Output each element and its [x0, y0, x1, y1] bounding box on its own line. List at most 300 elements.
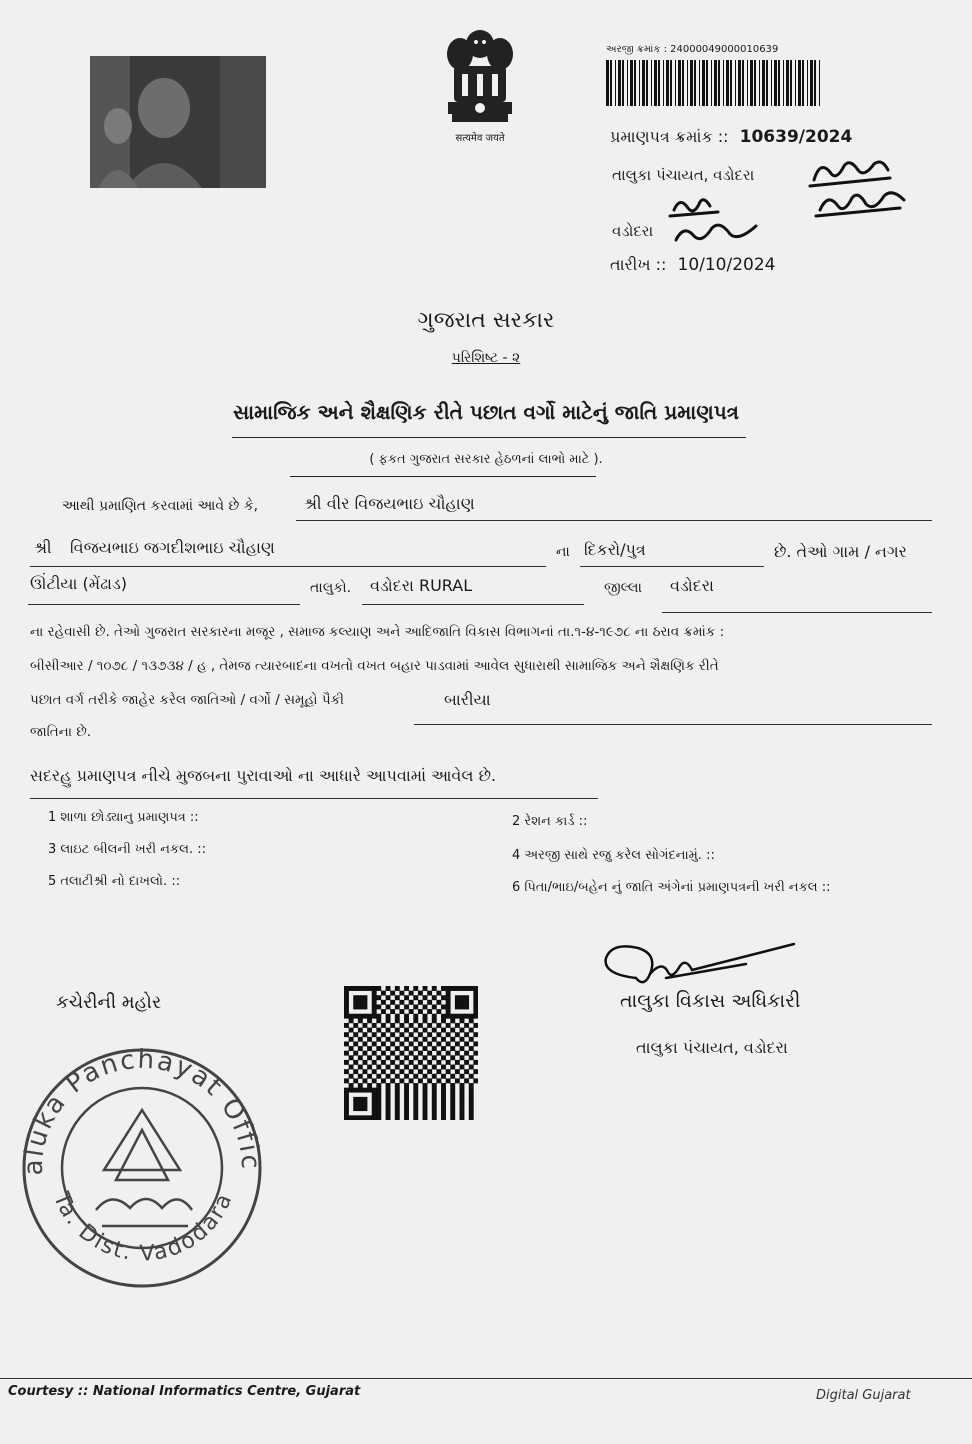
qr-module [441, 1065, 446, 1070]
qr-module [413, 1055, 418, 1060]
barcode-bar [786, 60, 789, 106]
qr-module [427, 1041, 432, 1046]
qr-module [460, 995, 465, 1000]
certificate-number-row [610, 127, 852, 147]
qr-module [469, 1097, 474, 1102]
qr-module [413, 1083, 418, 1088]
qr-module [349, 986, 354, 991]
qr-module [473, 1060, 478, 1065]
barcode-bar [622, 60, 624, 106]
qr-module [460, 1028, 465, 1033]
qr-module [464, 1032, 469, 1037]
qr-module [413, 1088, 418, 1093]
barcode-bar [783, 60, 784, 106]
qr-module [358, 1000, 363, 1005]
qr-module [423, 1102, 428, 1107]
qr-module [353, 1041, 358, 1046]
district-line [662, 612, 932, 613]
qr-module [450, 1046, 455, 1051]
qr-module [413, 1106, 418, 1111]
barcode-bar [814, 60, 816, 106]
qr-module [409, 1051, 414, 1056]
evidence-item: 1 શાળા છોડ્યાનુ પ્રમાણપત્ર :: [48, 810, 199, 825]
qr-module [362, 1041, 367, 1046]
district: વડોદરા [670, 576, 714, 595]
qr-module [372, 1102, 377, 1107]
qr-code [344, 986, 478, 1120]
qr-module [404, 1102, 409, 1107]
qr-module [473, 1023, 478, 1028]
evidence-item: 3 લાઇટ બીલની ખરી નકલ. :: [48, 842, 206, 857]
evidence-heading-underline [30, 798, 598, 799]
qr-module [395, 1111, 400, 1116]
qr-module [418, 1009, 423, 1014]
qr-module [469, 1106, 474, 1111]
qr-module [362, 1060, 367, 1065]
qr-module [390, 1069, 395, 1074]
qr-module [390, 1009, 395, 1014]
barcode-bar [615, 60, 616, 106]
qr-module [376, 986, 381, 991]
qr-module [353, 1097, 358, 1102]
qr-module [441, 1004, 446, 1009]
barcode-bar [627, 60, 628, 106]
qr-module [450, 1097, 455, 1102]
shri-prefix: શ્રી [34, 538, 52, 557]
village: ઊંટીયા (મેંઢાડ) [30, 574, 127, 593]
qr-module [404, 1092, 409, 1097]
barcode-bar [694, 60, 696, 106]
qr-module [469, 1065, 474, 1070]
qr-module [409, 1032, 414, 1037]
qr-module [455, 1041, 460, 1046]
qr-module [381, 991, 386, 996]
qr-module [362, 1102, 367, 1107]
qr-module [413, 1028, 418, 1033]
qr-module [460, 1102, 465, 1107]
qr-module [376, 1014, 381, 1019]
barcode-bar [639, 60, 640, 106]
qr-module [427, 1009, 432, 1014]
qr-module [399, 1041, 404, 1046]
qr-module [344, 1115, 349, 1120]
barcode-bar [646, 60, 648, 106]
qr-module [372, 1097, 377, 1102]
barcode-bar [666, 60, 669, 106]
qr-module [473, 995, 478, 1000]
qr-module [353, 1014, 358, 1019]
qr-module [381, 1000, 386, 1005]
qr-module [376, 1018, 381, 1023]
qr-module [358, 1018, 363, 1023]
qr-module [372, 1111, 377, 1116]
qr-module [404, 1055, 409, 1060]
qr-module [460, 986, 465, 991]
barcode-bar [810, 60, 813, 106]
qr-module [469, 1014, 474, 1019]
qr-module [344, 1023, 349, 1028]
qr-module [436, 991, 441, 996]
qr-module [353, 1069, 358, 1074]
qr-module [404, 1018, 409, 1023]
qr-module [427, 1051, 432, 1056]
qr-module [473, 1032, 478, 1037]
qr-module [344, 1106, 349, 1111]
qr-module [464, 1004, 469, 1009]
qr-module [455, 995, 460, 1000]
qr-module [349, 1028, 354, 1033]
qr-module [344, 995, 349, 1000]
qr-module [423, 1065, 428, 1070]
office-stamp-icon [12, 1040, 272, 1290]
qr-module [436, 1051, 441, 1056]
barcode-bar [798, 60, 801, 106]
government-title: ગુજરાત સરકાર [417, 308, 555, 333]
qr-module [353, 1060, 358, 1065]
qr-module [344, 1051, 349, 1056]
qr-module [432, 1097, 437, 1102]
qr-module [372, 1060, 377, 1065]
qr-module [386, 1111, 391, 1116]
qr-module [450, 1018, 455, 1023]
qr-module [404, 1046, 409, 1051]
qr-module [413, 1097, 418, 1102]
qr-module [376, 1028, 381, 1033]
parent-line [30, 566, 546, 567]
paragraph-line-2: બીસીઆર / ૧૦૭૮ / ૧૩૭૩૪ / હ , તેમજ ત્યારબાદના વખતો વખત બહાર પાડવામાં આવેલ સુધારાથી સામાજિક અને શૈક્ષણિક રીતે [30, 658, 719, 674]
barcode-bar [651, 60, 652, 106]
qr-module [473, 1004, 478, 1009]
qr-module [423, 1037, 428, 1042]
qr-module [349, 1088, 354, 1093]
qr-module [427, 991, 432, 996]
name-line [296, 520, 932, 521]
qr-module [427, 1023, 432, 1028]
qr-module [353, 995, 358, 1000]
qr-module [450, 1014, 455, 1019]
qr-module [418, 1060, 423, 1065]
qr-module [372, 1051, 377, 1056]
qr-module [367, 1018, 372, 1023]
qr-module [386, 1074, 391, 1079]
qr-module [432, 1055, 437, 1060]
qr-module [409, 1023, 414, 1028]
qr-module [362, 1097, 367, 1102]
qr-module [404, 995, 409, 1000]
qr-module [446, 1023, 451, 1028]
qr-module [427, 1032, 432, 1037]
barcode-bar [762, 60, 765, 106]
issue-date: 10/10/2024 [677, 255, 776, 275]
qr-module [460, 1088, 465, 1093]
qr-module [441, 986, 446, 991]
qr-module [358, 1106, 363, 1111]
qr-module [432, 1115, 437, 1120]
footer-divider [0, 1378, 972, 1379]
qr-module [460, 1014, 465, 1019]
title-underline [232, 437, 746, 438]
qr-module [446, 1000, 451, 1005]
qr-module [469, 986, 474, 991]
qr-module [395, 1014, 400, 1019]
qr-module [450, 1028, 455, 1033]
qr-module [455, 1014, 460, 1019]
qr-module [372, 1014, 377, 1019]
qr-module [362, 1004, 367, 1009]
qr-module [441, 1018, 446, 1023]
qr-module [418, 1032, 423, 1037]
barcode-bar [747, 60, 748, 106]
qr-module [460, 1092, 465, 1097]
qr-module [423, 1111, 428, 1116]
qr-module [446, 986, 451, 991]
qr-module [423, 1004, 428, 1009]
qr-module [446, 1078, 451, 1083]
qr-module [469, 1092, 474, 1097]
relation-line [580, 566, 764, 567]
qr-module [469, 1037, 474, 1042]
qr-module [441, 1046, 446, 1051]
qr-module [460, 1111, 465, 1116]
barcode-bar [778, 60, 780, 106]
qr-module [399, 991, 404, 996]
certify-text: આથી પ્રમાણિત કરવામાં આવે છે કે, [62, 498, 259, 514]
qr-module [473, 1051, 478, 1056]
qr-module [423, 1014, 428, 1019]
qr-module [349, 1018, 354, 1023]
qr-module [349, 1074, 354, 1079]
qr-module [381, 1041, 386, 1046]
qr-module [464, 1014, 469, 1019]
qr-module [469, 1055, 474, 1060]
barcode-bar [606, 60, 609, 106]
qr-module [441, 1055, 446, 1060]
qr-module [353, 1004, 358, 1009]
qr-module [344, 1078, 349, 1083]
caste-line [414, 724, 932, 725]
qr-module [423, 1055, 428, 1060]
qr-module [409, 1060, 414, 1065]
paragraph-line-4: જાતિના છે. [30, 724, 92, 740]
qr-module [432, 995, 437, 1000]
qr-module [376, 1004, 381, 1009]
qr-module [344, 1069, 349, 1074]
qr-module [473, 1041, 478, 1046]
qr-module [381, 1032, 386, 1037]
qr-module [473, 1000, 478, 1005]
taluka-line [362, 604, 584, 605]
qr-module [469, 1018, 474, 1023]
barcode-bar [714, 60, 717, 106]
qr-module [436, 1000, 441, 1005]
qr-module [469, 1088, 474, 1093]
qr-module [353, 1078, 358, 1083]
stamp-text-bottom: Ta. Dist. Vadodara [48, 1188, 239, 1267]
qr-module [395, 1092, 400, 1097]
footer-digital-gujarat: Digital Gujarat [816, 1388, 911, 1403]
qr-module [404, 1028, 409, 1033]
qr-module [436, 1009, 441, 1014]
parent-name: વિજયભાઇ જગદીશભાઇ ચૌહાણ [70, 538, 275, 557]
qr-module [376, 1102, 381, 1107]
qr-module [362, 1069, 367, 1074]
qr-module [358, 1037, 363, 1042]
qr-module [376, 1083, 381, 1088]
barcode-bar [678, 60, 681, 106]
barcode-bar [699, 60, 700, 106]
na-label: ના [556, 544, 570, 560]
qr-module [455, 1060, 460, 1065]
qr-module [395, 1028, 400, 1033]
qr-module [432, 1092, 437, 1097]
qr-module [376, 1092, 381, 1097]
evidence-heading: સદરહુ પ્રમાણપત્ર નીચે મુજબના પુરાવાઓ ના આધારે આપવામાં આવેલ છે. [30, 766, 497, 785]
qr-module [404, 1074, 409, 1079]
evidence-item: 5 તલાટીશ્રી નો દાખલો. :: [48, 874, 181, 889]
barcode-bar [759, 60, 760, 106]
qr-module [362, 1023, 367, 1028]
qr-module [455, 1051, 460, 1056]
qr-module [349, 1014, 354, 1019]
barcode-bar [711, 60, 712, 106]
annexure-label: પરિશિષ્ટ - ૨ [451, 350, 521, 366]
qr-module [344, 1111, 349, 1116]
qr-module [460, 1106, 465, 1111]
place-label: વડોદરા [612, 222, 654, 240]
barcode-bar [630, 60, 633, 106]
qr-module [358, 1004, 363, 1009]
footer-courtesy: Courtesy :: National Informatics Centre, Gujarat [8, 1384, 361, 1399]
qr-module [460, 1055, 465, 1060]
qr-module [358, 1065, 363, 1070]
officer-office: તાલુકા પંચાયત, વડોદરા [636, 1038, 788, 1057]
barcode-bar [726, 60, 729, 106]
qr-module [423, 1092, 428, 1097]
qr-module [358, 1014, 363, 1019]
qr-module [386, 986, 391, 991]
barcode-bar [718, 60, 720, 106]
barcode-bar [658, 60, 660, 106]
paragraph-line-3: પછાત વર્ગ તરીકે જાહેર કરેલ જાતિઓ / વર્ગો / સમૂહો પૈકી [30, 692, 344, 708]
qr-module [386, 1018, 391, 1023]
qr-module [436, 1078, 441, 1083]
qr-module [404, 1097, 409, 1102]
qr-module [381, 1023, 386, 1028]
qr-module [372, 991, 377, 996]
qr-module [386, 995, 391, 1000]
qr-module [469, 1111, 474, 1116]
qr-module [376, 1037, 381, 1042]
qr-module [395, 1055, 400, 1060]
qr-module [358, 1088, 363, 1093]
qr-module [446, 1014, 451, 1019]
qr-module [450, 1074, 455, 1079]
qr-module [413, 1065, 418, 1070]
qr-module [376, 1074, 381, 1079]
village-line [28, 604, 300, 605]
qr-module [372, 1092, 377, 1097]
qr-module [358, 1083, 363, 1088]
qr-module [372, 986, 377, 991]
qr-module [464, 1041, 469, 1046]
qr-module [432, 1088, 437, 1093]
qr-module [441, 1028, 446, 1033]
qr-module [469, 1083, 474, 1088]
qr-module [450, 1106, 455, 1111]
qr-module [460, 1065, 465, 1070]
svg-text:Taluka Panchayat Office [12, 1040, 265, 1176]
qr-module [358, 1097, 363, 1102]
office-seal-label: કચેરીની મહોર [56, 992, 162, 1013]
qr-module [441, 1083, 446, 1088]
qr-module [455, 1069, 460, 1074]
qr-module [473, 1014, 478, 1019]
qr-module [399, 1009, 404, 1014]
qr-module [450, 1115, 455, 1120]
qr-module [413, 1102, 418, 1107]
certificate-number-label: પ્રમાણપત્ર ક્રમાંક :: [610, 127, 729, 146]
qr-module [436, 1032, 441, 1037]
qr-module [353, 1088, 358, 1093]
barcode-bar [807, 60, 808, 106]
qr-module [450, 986, 455, 991]
qr-module [460, 1097, 465, 1102]
qr-module [469, 1046, 474, 1051]
paragraph-line-1: ના રહેવાસી છે. તેઓ ગુજરાત સરકારના મજૂર , સમાજ કલ્યાણ અને આદિજાતિ વિકાસ વિભાગનાં તા.૧-૪-૧૯૭૮ ના ઠરાવ ક્રમાંક : [30, 624, 725, 640]
qr-module [399, 1078, 404, 1083]
qr-module [344, 1032, 349, 1037]
qr-module [418, 1000, 423, 1005]
qr-module [395, 1004, 400, 1009]
qr-module [386, 1097, 391, 1102]
qr-module [450, 1083, 455, 1088]
handwritten-signature-top [800, 152, 920, 232]
qr-module [344, 1060, 349, 1065]
qr-module [358, 1046, 363, 1051]
qr-module [399, 1000, 404, 1005]
barcode-bar [634, 60, 636, 106]
qr-module [362, 995, 367, 1000]
barcode-bar [682, 60, 684, 106]
barcode-bar [654, 60, 657, 106]
qr-module [460, 1018, 465, 1023]
qr-module [386, 1092, 391, 1097]
qr-module [362, 1014, 367, 1019]
evidence-item: 4 અરજી સાથે રજુ કરેલ સોગંદનામું. :: [512, 848, 715, 863]
officer-designation: તાલુકા વિકાસ અધિકારી [620, 990, 801, 1012]
application-number: અરજી ક્રમાંક : 24000049000010639 [606, 44, 779, 55]
qr-module [386, 1083, 391, 1088]
qr-module [367, 1115, 372, 1120]
qr-module [423, 1046, 428, 1051]
barcode-bar [687, 60, 688, 106]
qr-module [344, 1041, 349, 1046]
barcode-bar [774, 60, 777, 106]
qr-module [409, 1078, 414, 1083]
caste: બારીયા [444, 690, 491, 709]
qr-module [386, 1004, 391, 1009]
qr-module [395, 1046, 400, 1051]
barcode [604, 60, 824, 106]
qr-module [413, 1115, 418, 1120]
qr-module [446, 1009, 451, 1014]
qr-module [432, 1004, 437, 1009]
qr-module [399, 1032, 404, 1037]
qr-module [372, 1032, 377, 1037]
qr-module [455, 1023, 460, 1028]
qr-module [395, 1083, 400, 1088]
qr-module [441, 1111, 446, 1116]
